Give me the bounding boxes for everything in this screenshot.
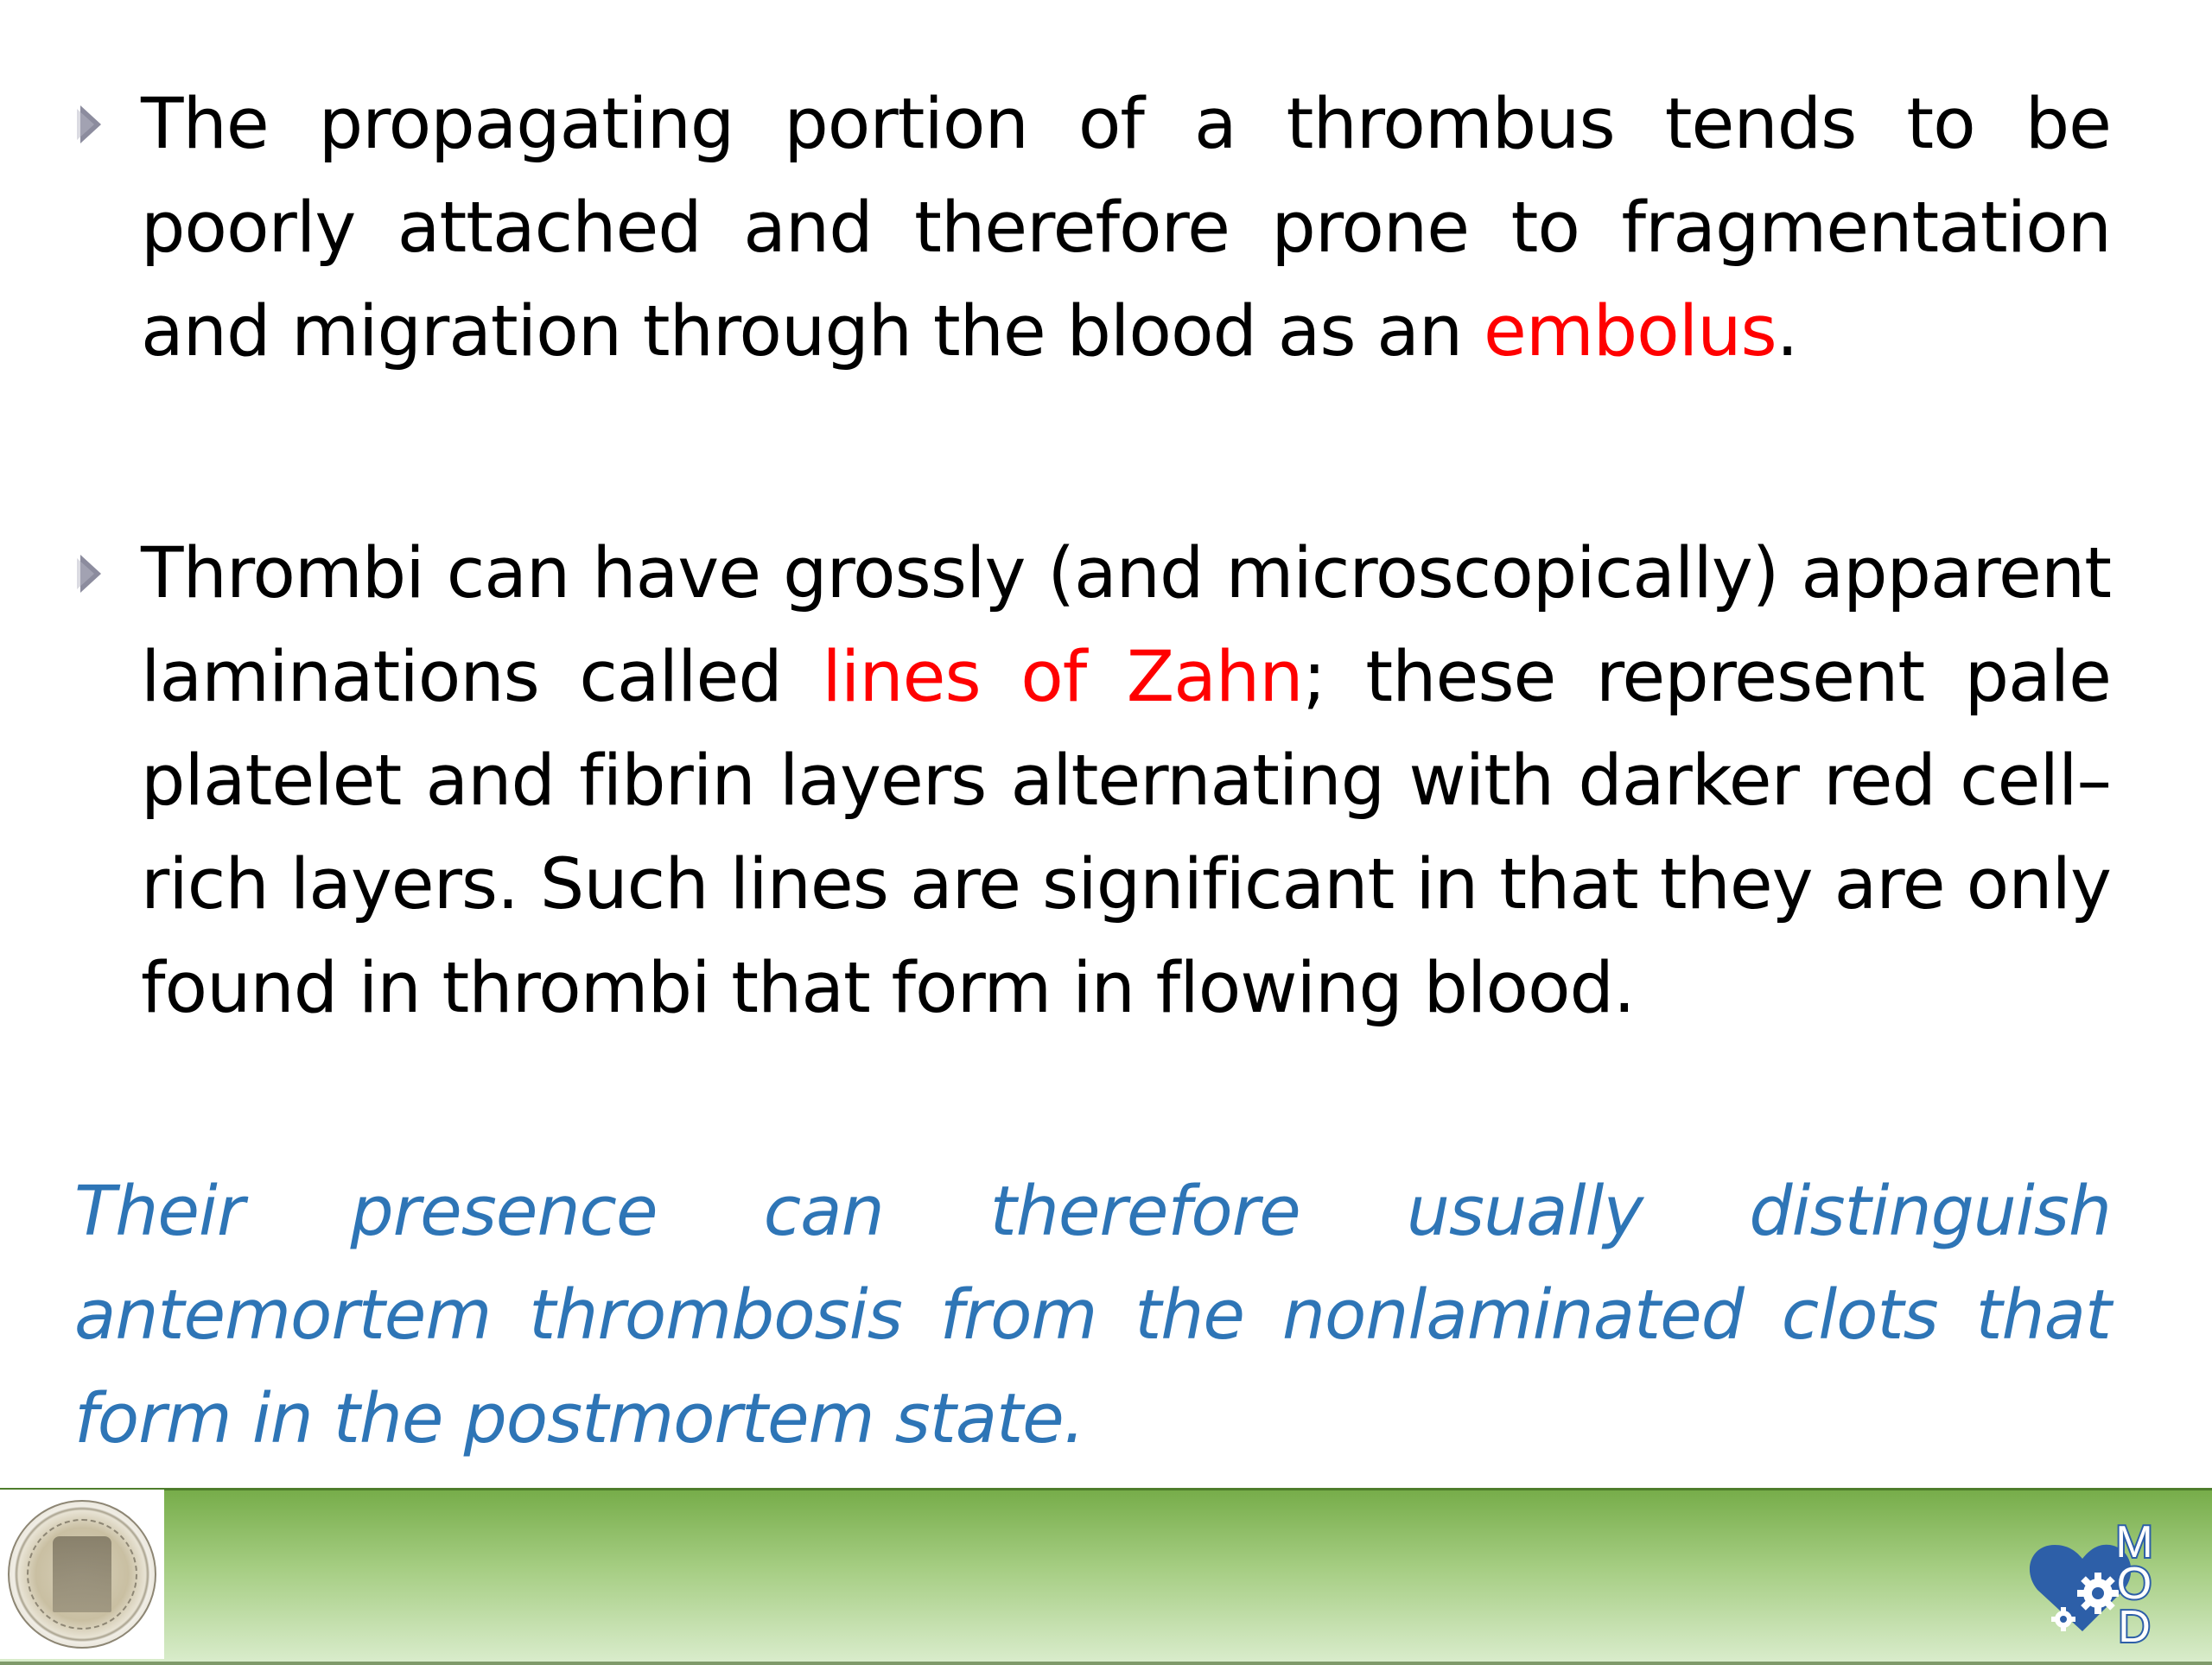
term-embolus: embolus bbox=[1484, 291, 1777, 372]
mod-logo bbox=[2022, 1510, 2177, 1649]
bullet-paragraph-2 bbox=[141, 522, 2111, 1040]
logo-letter-m: M bbox=[2115, 1517, 2153, 1567]
seal-icon bbox=[8, 1500, 156, 1649]
bullet-2-text-b: ; these represent pale platelet and fibrin layers alternating with darker red cell–rich layers. Such lines are significant in that they are only found in thrombi that form in flowing blood. bbox=[141, 637, 2112, 1029]
bullet-1-text-b: . bbox=[1776, 291, 1798, 372]
logo-letter-o: O bbox=[2116, 1559, 2152, 1609]
term-lines-of-zahn: lines of Zahn bbox=[822, 637, 1303, 718]
bullet-paragraph-1 bbox=[141, 73, 2111, 384]
bullet-arrow-icon bbox=[80, 105, 101, 143]
gear-icon bbox=[2077, 1573, 2119, 1614]
bullet-arrow-icon bbox=[80, 555, 101, 593]
footer-bar bbox=[0, 1488, 2212, 1665]
university-seal-logo bbox=[0, 1490, 164, 1659]
bullet-1-text-a: The propagating portion of a thrombus tends to be poorly attached and therefore prone to fragmentation and migration through the blood as an bbox=[141, 84, 2111, 372]
logo-letter-d: D bbox=[2118, 1602, 2151, 1649]
bullet-2-text-a: Thrombi can have grossly (and microscopically) apparent laminations called bbox=[141, 533, 2111, 718]
italic-note: Their presence can therefore usually distinguish antemortem thrombosis from the nonlaminated clots that form in the postmortem state. bbox=[74, 1172, 2111, 1458]
